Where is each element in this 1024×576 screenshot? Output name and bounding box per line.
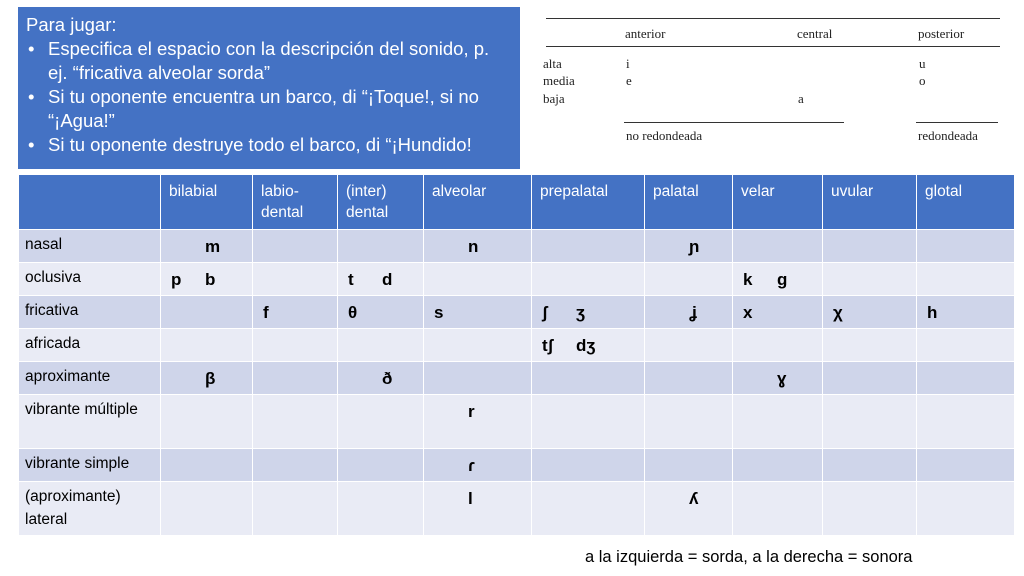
vowel-e: e bbox=[626, 73, 632, 88]
consonant-cell bbox=[645, 296, 733, 329]
voiced-symbol: ɲ bbox=[689, 237, 700, 256]
voiceless-symbol: h bbox=[927, 303, 938, 322]
consonant-cell bbox=[823, 296, 917, 329]
voiceless-symbol bbox=[651, 235, 689, 258]
voiceless-symbol bbox=[430, 400, 468, 423]
consonant-row bbox=[19, 395, 1015, 449]
consonant-cell bbox=[338, 395, 424, 449]
consonant-cell bbox=[645, 362, 733, 395]
consonant-cell bbox=[733, 395, 823, 449]
consonant-row bbox=[19, 329, 1015, 362]
consonant-cell bbox=[532, 362, 645, 395]
header-bilabial: bilabial bbox=[161, 175, 253, 230]
voiceless-symbol: s bbox=[434, 303, 444, 322]
consonant-cell bbox=[253, 395, 338, 449]
rules-list bbox=[26, 37, 512, 157]
consonant-cell bbox=[253, 296, 338, 329]
consonant-cell bbox=[532, 449, 645, 482]
vowel-row-alta: alta bbox=[543, 56, 562, 71]
header-alveolar: alveolar bbox=[424, 175, 532, 230]
voiceless-symbol: ʃ bbox=[542, 303, 548, 322]
vowel-col-central: central bbox=[797, 26, 833, 41]
vowel-chart-top-rule bbox=[546, 18, 1000, 19]
voiceless-symbol bbox=[739, 367, 777, 390]
consonant-cell bbox=[532, 296, 645, 329]
vowel-rounded-rule bbox=[916, 122, 998, 123]
header-palatal: palatal bbox=[645, 175, 733, 230]
consonant-cell bbox=[733, 329, 823, 362]
consonant-cell bbox=[645, 230, 733, 263]
voiceless-symbol bbox=[430, 487, 468, 510]
row-label: vibrante simple bbox=[19, 449, 161, 482]
consonant-cell bbox=[424, 362, 532, 395]
consonant-row bbox=[19, 449, 1015, 482]
vowel-rounded-label: redondeada bbox=[918, 128, 978, 143]
header-labio-dental: labio-dental bbox=[253, 175, 338, 230]
consonant-cell bbox=[338, 449, 424, 482]
consonant-cell bbox=[917, 482, 1015, 536]
consonant-cell bbox=[917, 395, 1015, 449]
consonant-cell bbox=[917, 362, 1015, 395]
consonant-cell bbox=[645, 329, 733, 362]
consonant-cell bbox=[161, 395, 253, 449]
consonant-row bbox=[19, 362, 1015, 395]
voiceless-symbol: k bbox=[743, 270, 753, 289]
consonant-body bbox=[19, 230, 1015, 536]
consonant-row bbox=[19, 263, 1015, 296]
consonant-cell bbox=[424, 395, 532, 449]
consonant-cell bbox=[823, 395, 917, 449]
vowel-chart-header-rule bbox=[546, 46, 1000, 47]
vowel-unrounded-label: no redondeada bbox=[626, 128, 703, 143]
header-prepalatal: prepalatal bbox=[532, 175, 645, 230]
voiced-symbol: ɾ bbox=[468, 456, 475, 475]
consonant-cell bbox=[338, 362, 424, 395]
consonant-cell bbox=[253, 482, 338, 536]
consonant-cell bbox=[733, 362, 823, 395]
consonant-cell bbox=[424, 482, 532, 536]
consonant-cell bbox=[532, 395, 645, 449]
row-label: africada bbox=[19, 329, 161, 362]
consonant-cell bbox=[645, 482, 733, 536]
voiced-symbol: ʝ bbox=[689, 303, 697, 322]
header-inter-dental: (inter) dental bbox=[338, 175, 424, 230]
consonant-row bbox=[19, 482, 1015, 536]
vowel-i: i bbox=[626, 56, 630, 71]
consonant-cell bbox=[338, 296, 424, 329]
consonant-cell bbox=[733, 230, 823, 263]
vowel-row-media: media bbox=[543, 73, 575, 88]
rule-item: • Si tu oponente encuentra un barco, di “¡Toque!, si no “¡Agua!” bbox=[26, 85, 512, 133]
game-rules-box bbox=[18, 7, 520, 169]
consonant-cell bbox=[161, 263, 253, 296]
voiceless-symbol bbox=[167, 367, 205, 390]
row-label: aproximante bbox=[19, 362, 161, 395]
vowel-o: o bbox=[919, 73, 926, 88]
voiceless-symbol: χ bbox=[833, 303, 843, 322]
row-label: (aproximante) lateral bbox=[19, 482, 161, 536]
voiced-symbol: d bbox=[382, 270, 393, 289]
consonant-header-row bbox=[19, 175, 1015, 230]
consonant-cell bbox=[917, 329, 1015, 362]
consonant-cell bbox=[338, 329, 424, 362]
consonant-chart bbox=[18, 174, 1015, 536]
consonant-cell bbox=[161, 362, 253, 395]
consonant-cell bbox=[338, 263, 424, 296]
vowel-row-baja: baja bbox=[543, 91, 565, 106]
consonant-cell bbox=[823, 449, 917, 482]
voiced-symbol: n bbox=[468, 237, 479, 256]
voiced-symbol: b bbox=[205, 270, 216, 289]
row-label: fricativa bbox=[19, 296, 161, 329]
consonant-cell bbox=[645, 395, 733, 449]
voiceless-symbol bbox=[651, 487, 689, 510]
consonant-cell bbox=[532, 230, 645, 263]
consonant-cell bbox=[917, 230, 1015, 263]
consonant-row bbox=[19, 296, 1015, 329]
consonant-cell bbox=[253, 329, 338, 362]
vowel-unrounded-rule bbox=[624, 122, 844, 123]
rule-item: • Si tu oponente destruye todo el barco, di “¡Hundido! bbox=[26, 133, 512, 157]
consonant-cell bbox=[823, 362, 917, 395]
consonant-cell bbox=[253, 263, 338, 296]
consonant-cell bbox=[161, 296, 253, 329]
header-velar: velar bbox=[733, 175, 823, 230]
consonant-cell bbox=[733, 296, 823, 329]
consonant-cell bbox=[532, 329, 645, 362]
consonant-cell bbox=[253, 362, 338, 395]
consonant-cell bbox=[253, 449, 338, 482]
consonant-cell bbox=[338, 482, 424, 536]
consonant-row bbox=[19, 230, 1015, 263]
voiced-symbol: dʒ bbox=[576, 336, 596, 355]
consonant-cell bbox=[424, 263, 532, 296]
consonant-cell bbox=[733, 449, 823, 482]
consonant-cell bbox=[161, 449, 253, 482]
consonant-cell bbox=[917, 449, 1015, 482]
header-corner bbox=[19, 175, 161, 230]
consonant-cell bbox=[338, 230, 424, 263]
voiced-symbol: l bbox=[468, 489, 473, 508]
consonant-cell bbox=[823, 230, 917, 263]
consonant-cell bbox=[424, 329, 532, 362]
consonant-cell bbox=[532, 263, 645, 296]
voiced-symbol: β bbox=[205, 369, 216, 388]
voiceless-symbol: t bbox=[348, 270, 354, 289]
consonant-cell bbox=[823, 263, 917, 296]
voiceless-symbol bbox=[430, 454, 468, 477]
voiced-symbol: ʎ bbox=[689, 489, 699, 508]
vowel-col-anterior: anterior bbox=[625, 26, 666, 41]
vowel-u: u bbox=[919, 56, 926, 71]
voiced-symbol: ð bbox=[382, 369, 393, 388]
vowel-a: a bbox=[798, 91, 804, 106]
consonant-cell bbox=[917, 263, 1015, 296]
voiced-symbol: g bbox=[777, 270, 788, 289]
voiceless-symbol bbox=[651, 301, 689, 324]
voiced-symbol: r bbox=[468, 402, 475, 421]
voiceless-symbol: x bbox=[743, 303, 753, 322]
vowel-col-posterior: posterior bbox=[918, 26, 965, 41]
consonant-cell bbox=[645, 449, 733, 482]
consonant-cell bbox=[161, 329, 253, 362]
rule-item: • Especifica el espacio con la descripción del sonido, p. ej. “fricativa alveolar sorda” bbox=[26, 37, 512, 85]
consonant-cell bbox=[823, 329, 917, 362]
voiced-symbol: ɣ bbox=[777, 369, 787, 388]
voiceless-symbol bbox=[344, 367, 382, 390]
consonant-cell bbox=[645, 263, 733, 296]
voiceless-symbol: tʃ bbox=[542, 336, 554, 355]
consonant-cell bbox=[424, 296, 532, 329]
vowel-chart bbox=[538, 16, 1004, 152]
header-glotal: glotal bbox=[917, 175, 1015, 230]
voiceless-symbol: f bbox=[263, 303, 269, 322]
consonant-cell bbox=[424, 449, 532, 482]
voicing-footnote: a la izquierda = sorda, a la derecha = sonora bbox=[585, 548, 913, 566]
consonant-cell bbox=[253, 230, 338, 263]
voiced-symbol: ʒ bbox=[576, 303, 585, 322]
voiceless-symbol bbox=[167, 235, 205, 258]
voiceless-symbol: p bbox=[171, 270, 182, 289]
consonant-cell bbox=[532, 482, 645, 536]
voiceless-symbol: θ bbox=[348, 303, 358, 322]
voiced-symbol: m bbox=[205, 237, 221, 256]
consonant-cell bbox=[733, 482, 823, 536]
consonant-cell bbox=[161, 230, 253, 263]
rules-heading: Para jugar: bbox=[26, 14, 117, 35]
consonant-cell bbox=[823, 482, 917, 536]
consonant-cell bbox=[424, 230, 532, 263]
header-uvular: uvular bbox=[823, 175, 917, 230]
voiceless-symbol bbox=[430, 235, 468, 258]
consonant-cell bbox=[161, 482, 253, 536]
row-label: nasal bbox=[19, 230, 161, 263]
consonant-cell bbox=[917, 296, 1015, 329]
row-label: vibrante múltiple bbox=[19, 395, 161, 449]
consonant-cell bbox=[733, 263, 823, 296]
row-label: oclusiva bbox=[19, 263, 161, 296]
